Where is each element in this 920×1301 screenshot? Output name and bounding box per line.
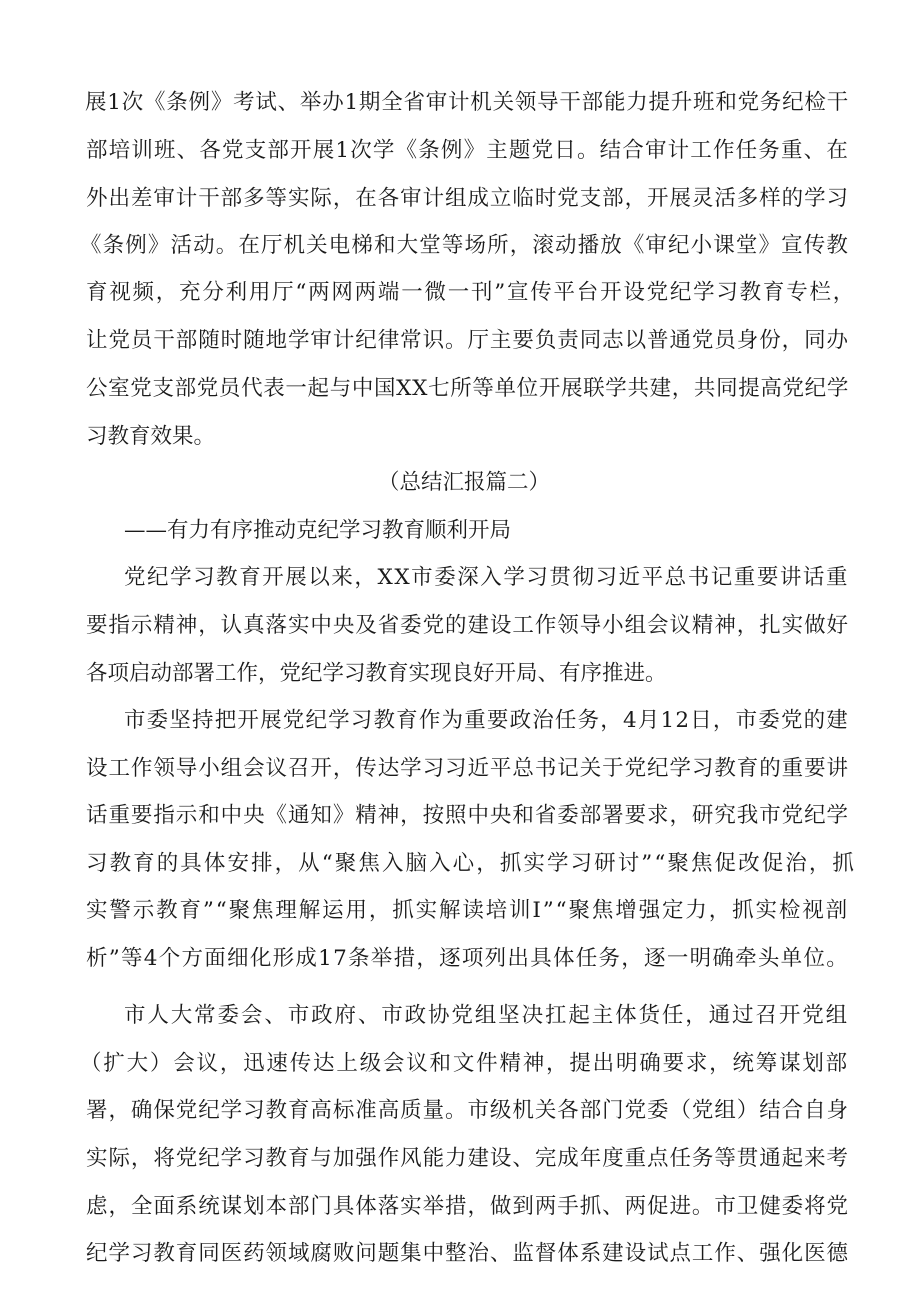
subtitle-text: ——有力有序推动克纪学习教育顺利开局 xyxy=(124,518,512,543)
text-line xyxy=(0,417,920,457)
text-line xyxy=(0,558,920,598)
text-line xyxy=(0,891,920,931)
line-text: 纪学习教育同医药领域腐败问题集中整治、监督体系建设试点工作、强化医德 xyxy=(86,1241,849,1266)
line-text: 公室党支部党员代表一起与中国XX七所等单位开展联学共建，共同提高党纪学 xyxy=(86,376,849,401)
line-text: 要指示精神，认真落实中央及省委党的建设工作领导小组会议精神，扎实做好 xyxy=(86,613,849,638)
line-text: 市人大常委会、市政府、市政协党组坚决扛起主体货任，通过召开党组 xyxy=(124,1003,849,1028)
line-text: 展1次《条例》考试、举办1期全省审计机关领导干部能力提升班和党务纪检干 xyxy=(85,90,849,115)
line-text: 习教育的具体安排，从“聚焦入脑入心，抓实学习研讨”“聚焦促改促治，抓 xyxy=(86,851,856,876)
line-text: 市委坚持把开展党纪学习教育作为重要政治任务，4月12日，市委党的建 xyxy=(124,708,849,733)
text-line xyxy=(0,83,920,123)
line-text: 设工作领导小组会议召开，传达学习习近平总书记关于党纪学习教育的重要讲 xyxy=(86,756,849,781)
text-line xyxy=(0,749,920,789)
line-text: 外出差审计干部多等实际，在各审计组成立临时党支部，开展灵活多样的学习 xyxy=(86,186,849,211)
text-line xyxy=(0,796,920,836)
text-line xyxy=(0,701,920,741)
text-line xyxy=(0,1187,920,1227)
text-line xyxy=(0,1091,920,1131)
line-text: 实际，将党纪学习教育与加强作风能力建设、完成年度重点任务等贯通起来考 xyxy=(86,1146,849,1171)
line-text: 署，确保党纪学习教育高标准高质量。市级机关各部门党委（党组）结合自身 xyxy=(86,1098,849,1123)
section-title-text: （总结汇报篇二） xyxy=(378,470,551,495)
text-line xyxy=(0,226,920,266)
line-text: 实警示教育”“聚焦理解运用，抓实解读培训I”“聚焦增强定力，抓实检视剖 xyxy=(86,898,849,923)
line-text: 虑，全面系统谋划本部门具体落实举措，做到两手抓、两促进。市卫健委将党 xyxy=(86,1194,849,1219)
text-line xyxy=(0,654,920,694)
line-text: 育视频，充分利用厅“两网两端一微一刊”宣传平台开设党纪学习教育专栏， xyxy=(86,280,856,305)
text-line xyxy=(0,273,920,313)
text-line xyxy=(0,179,920,219)
text-line xyxy=(0,131,920,171)
line-text: 话重要指示和中央《通知》精神，按照中央和省委部署要求，研究我市党纪学 xyxy=(86,803,849,828)
text-line xyxy=(0,321,920,361)
line-text: 《条例》活动。在厅机关电梯和大堂等场所，滚动播放《审纪小课堂》宣传教 xyxy=(80,233,849,258)
text-line xyxy=(0,996,920,1036)
text-line xyxy=(0,1044,920,1084)
text-line xyxy=(0,369,920,409)
text-line xyxy=(0,1139,920,1179)
section-title xyxy=(0,463,920,503)
text-line xyxy=(0,939,920,979)
line-text: 析”等4个方面细化形成17条举措，逐项列出具体任务，逐一明确牵头单位。 xyxy=(86,946,849,971)
line-text: 各项启动部署工作，党纪学习教育实现良好开局、有序推进。 xyxy=(86,661,667,686)
line-text: （扩大）会议，迅速传达上级会议和文件精神，提出明确要求，统筹谋划部 xyxy=(80,1051,849,1076)
text-line xyxy=(0,606,920,646)
line-text: 习教育效果。 xyxy=(86,424,216,449)
subtitle xyxy=(0,511,920,551)
line-text: 党纪学习教育开展以来，XX市委深入学习贯彻习近平总书记重要讲话重 xyxy=(124,565,849,590)
line-text: 让党员干部随时随地学审计纪律常识。厅主要负责同志以普通党员身份，同办 xyxy=(86,328,849,353)
text-line xyxy=(0,844,920,884)
text-line xyxy=(0,1234,920,1274)
line-text: 部培训班、各党支部开展1次学《条例》主题党日。结合审计工作任务重、在 xyxy=(86,138,849,163)
